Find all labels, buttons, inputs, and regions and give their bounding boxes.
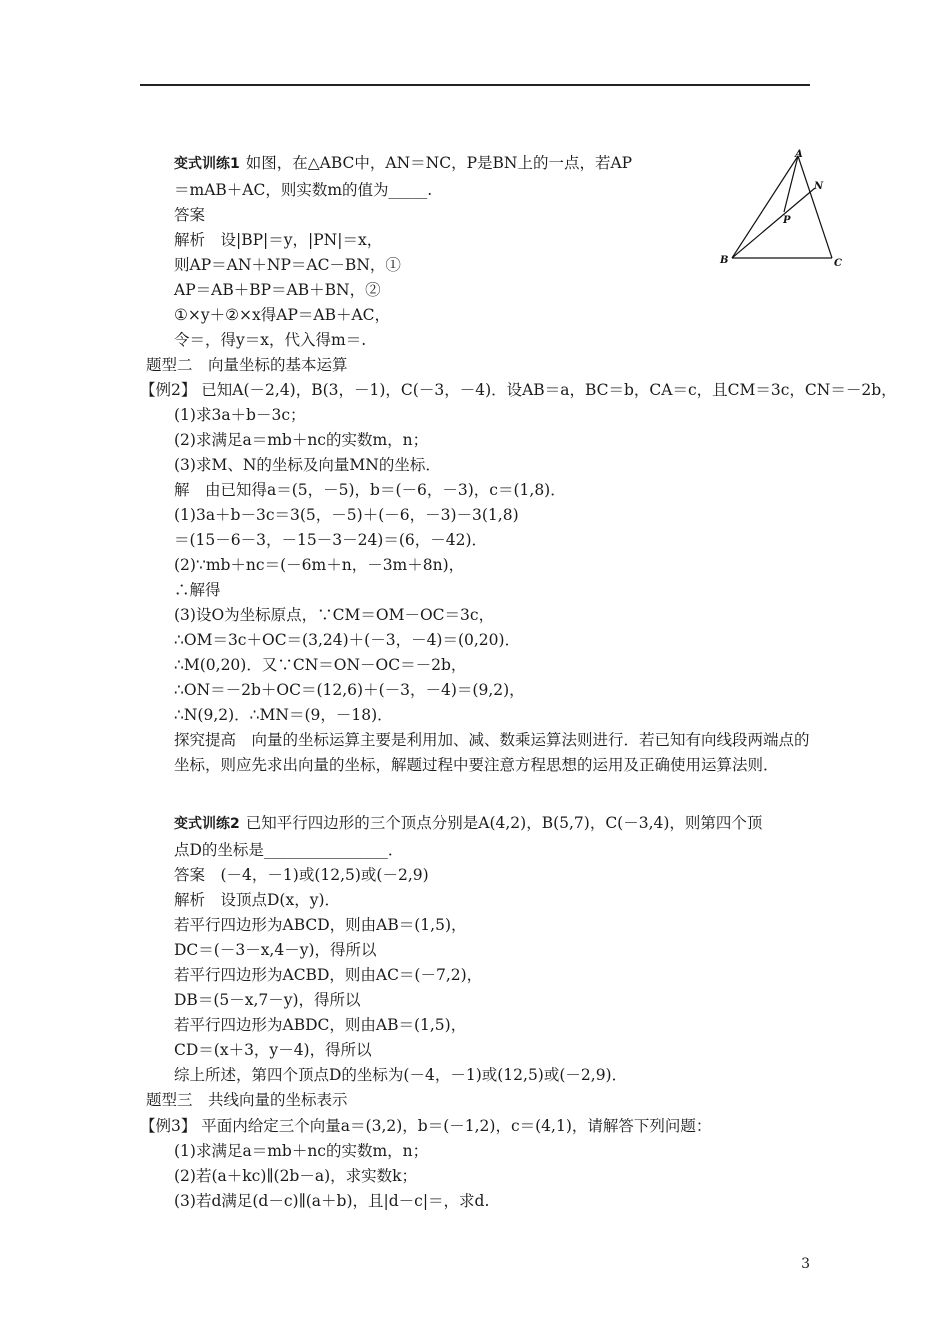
label-p: P [783,215,791,226]
example-3-statement: 【例3】 平面内给定三个向量a＝(3,2)，b＝(－1,2)，c＝(4,1)，请解答下列问题： [140,1117,712,1135]
line-21: ∴M(0,20)．又∵CN＝ON－OC＝－2b， [174,656,467,674]
line-02: ＝mAB＋AC，则实数m的值为_____. [174,181,433,199]
line-08: 令＝，得y＝x，代入得m＝. [174,331,367,349]
line-01: 变式训练1 如图，在△ABC中，AN＝NC，P是BN上的一点，若AP [174,154,633,172]
page-number: 3 [801,1256,810,1272]
line-11: (1)求3a＋b－3c； [174,406,306,424]
line-06: AP＝AB＋BP＝AB＋BN，② [174,281,381,299]
label-a: A [795,149,803,160]
line-13: (3)求M、N的坐标及向量MN的坐标． [174,456,441,474]
line-38: (1)求满足a＝mb＋nc的实数m，n； [174,1142,429,1160]
line-12: (2)求满足a＝mb＋nc的实数m，n； [174,431,429,449]
section-heading-2: 题型二 向量坐标的基本运算 [146,356,348,374]
line-26: 点D的坐标是________________． [174,841,404,859]
line-17: (2)∵mb＋nc＝(－6m＋n，－3m＋8n)， [174,556,465,574]
line-04: 解析 设|BP|＝y，|PN|＝x， [174,231,383,249]
label-c: C [834,258,842,269]
section-heading-3: 题型三 共线向量的坐标表示 [146,1091,348,1109]
line-16: ＝(15－6－3，－15－3－24)＝(6，－42)． [174,531,488,549]
example-2-statement: 【例2】 已知A(－2,4)，B(3，－1)，C(－3，－4)．设AB＝a，BC＝b，CA＝c，且CM＝3c，CN＝－2b， [140,381,897,399]
line-40: (3)若d满足(d－c)∥(a＋b)，且|d－c|＝，求d. [174,1192,490,1210]
triangle-figure [716,148,848,272]
line-28: 解析 设顶点D(x，y)． [174,891,341,909]
line-03: 答案 [174,206,206,224]
line-31: 若平行四边形为ACBD，则由AC＝(－7,2)， [174,966,483,984]
line-19: (3)设O为坐标原点，∵CM＝OM－OC＝3c， [174,606,495,624]
line-29: 若平行四边形为ABCD，则由AB＝(1,5)， [174,916,467,934]
line-25: 变式训练2 已知平行四边形的三个顶点分别是A(4,2)，B(5,7)，C(－3,4)，则第四个顶 [174,814,763,832]
header-rule [140,84,810,86]
line-35: 综上所述，第四个顶点D的坐标为(－4，－1)或(12,5)或(－2,9)． [174,1066,628,1084]
line-22: ∴ON＝－2b＋OC＝(12,6)＋(－3，－4)＝(9,2)， [174,681,525,699]
line-39: (2)若(a＋kc)∥(2b－a)，求实数k； [174,1167,418,1185]
line-34: CD＝(x＋3，y－4)，得所以 [174,1041,372,1059]
line-15: (1)3a＋b－3c＝3(5，－5)＋(－6，－3)－3(1,8) [174,506,519,524]
inquiry-note: 探究提高 向量的坐标运算主要是利用加、减、数乘运算法则进行．若已知有向线段两端点的坐标，则应先求出向量的坐标，解题过程中要注意方程思想的运用及正确使用运算法则． [174,731,810,774]
label-n: N [814,181,824,192]
line-33: 若平行四边形为ABDC，则由AB＝(1,5)， [174,1016,467,1034]
line-18: ∴解得 [174,581,221,599]
line-32: DB＝(5－x,7－y)，得所以 [174,991,361,1009]
line-30: DC＝(－3－x,4－y)，得所以 [174,941,377,959]
line-05: 则AP＝AN＋NP＝AC－BN，① [174,256,401,274]
label-b: B [720,255,729,266]
line-23: ∴N(9,2)．∴MN＝(9，－18)． [174,706,393,724]
line-27: 答案 (－4，－1)或(12,5)或(－2,9) [174,866,429,884]
line-07: ①×y＋②×x得AP＝AB＋AC， [174,306,391,324]
line-20: ∴OM＝3c＋OC＝(3,24)＋(－3，－4)＝(0,20)． [174,631,521,649]
line-14: 解 由已知得a＝(5，－5)，b＝(－6，－3)，c＝(1,8)． [174,481,566,499]
